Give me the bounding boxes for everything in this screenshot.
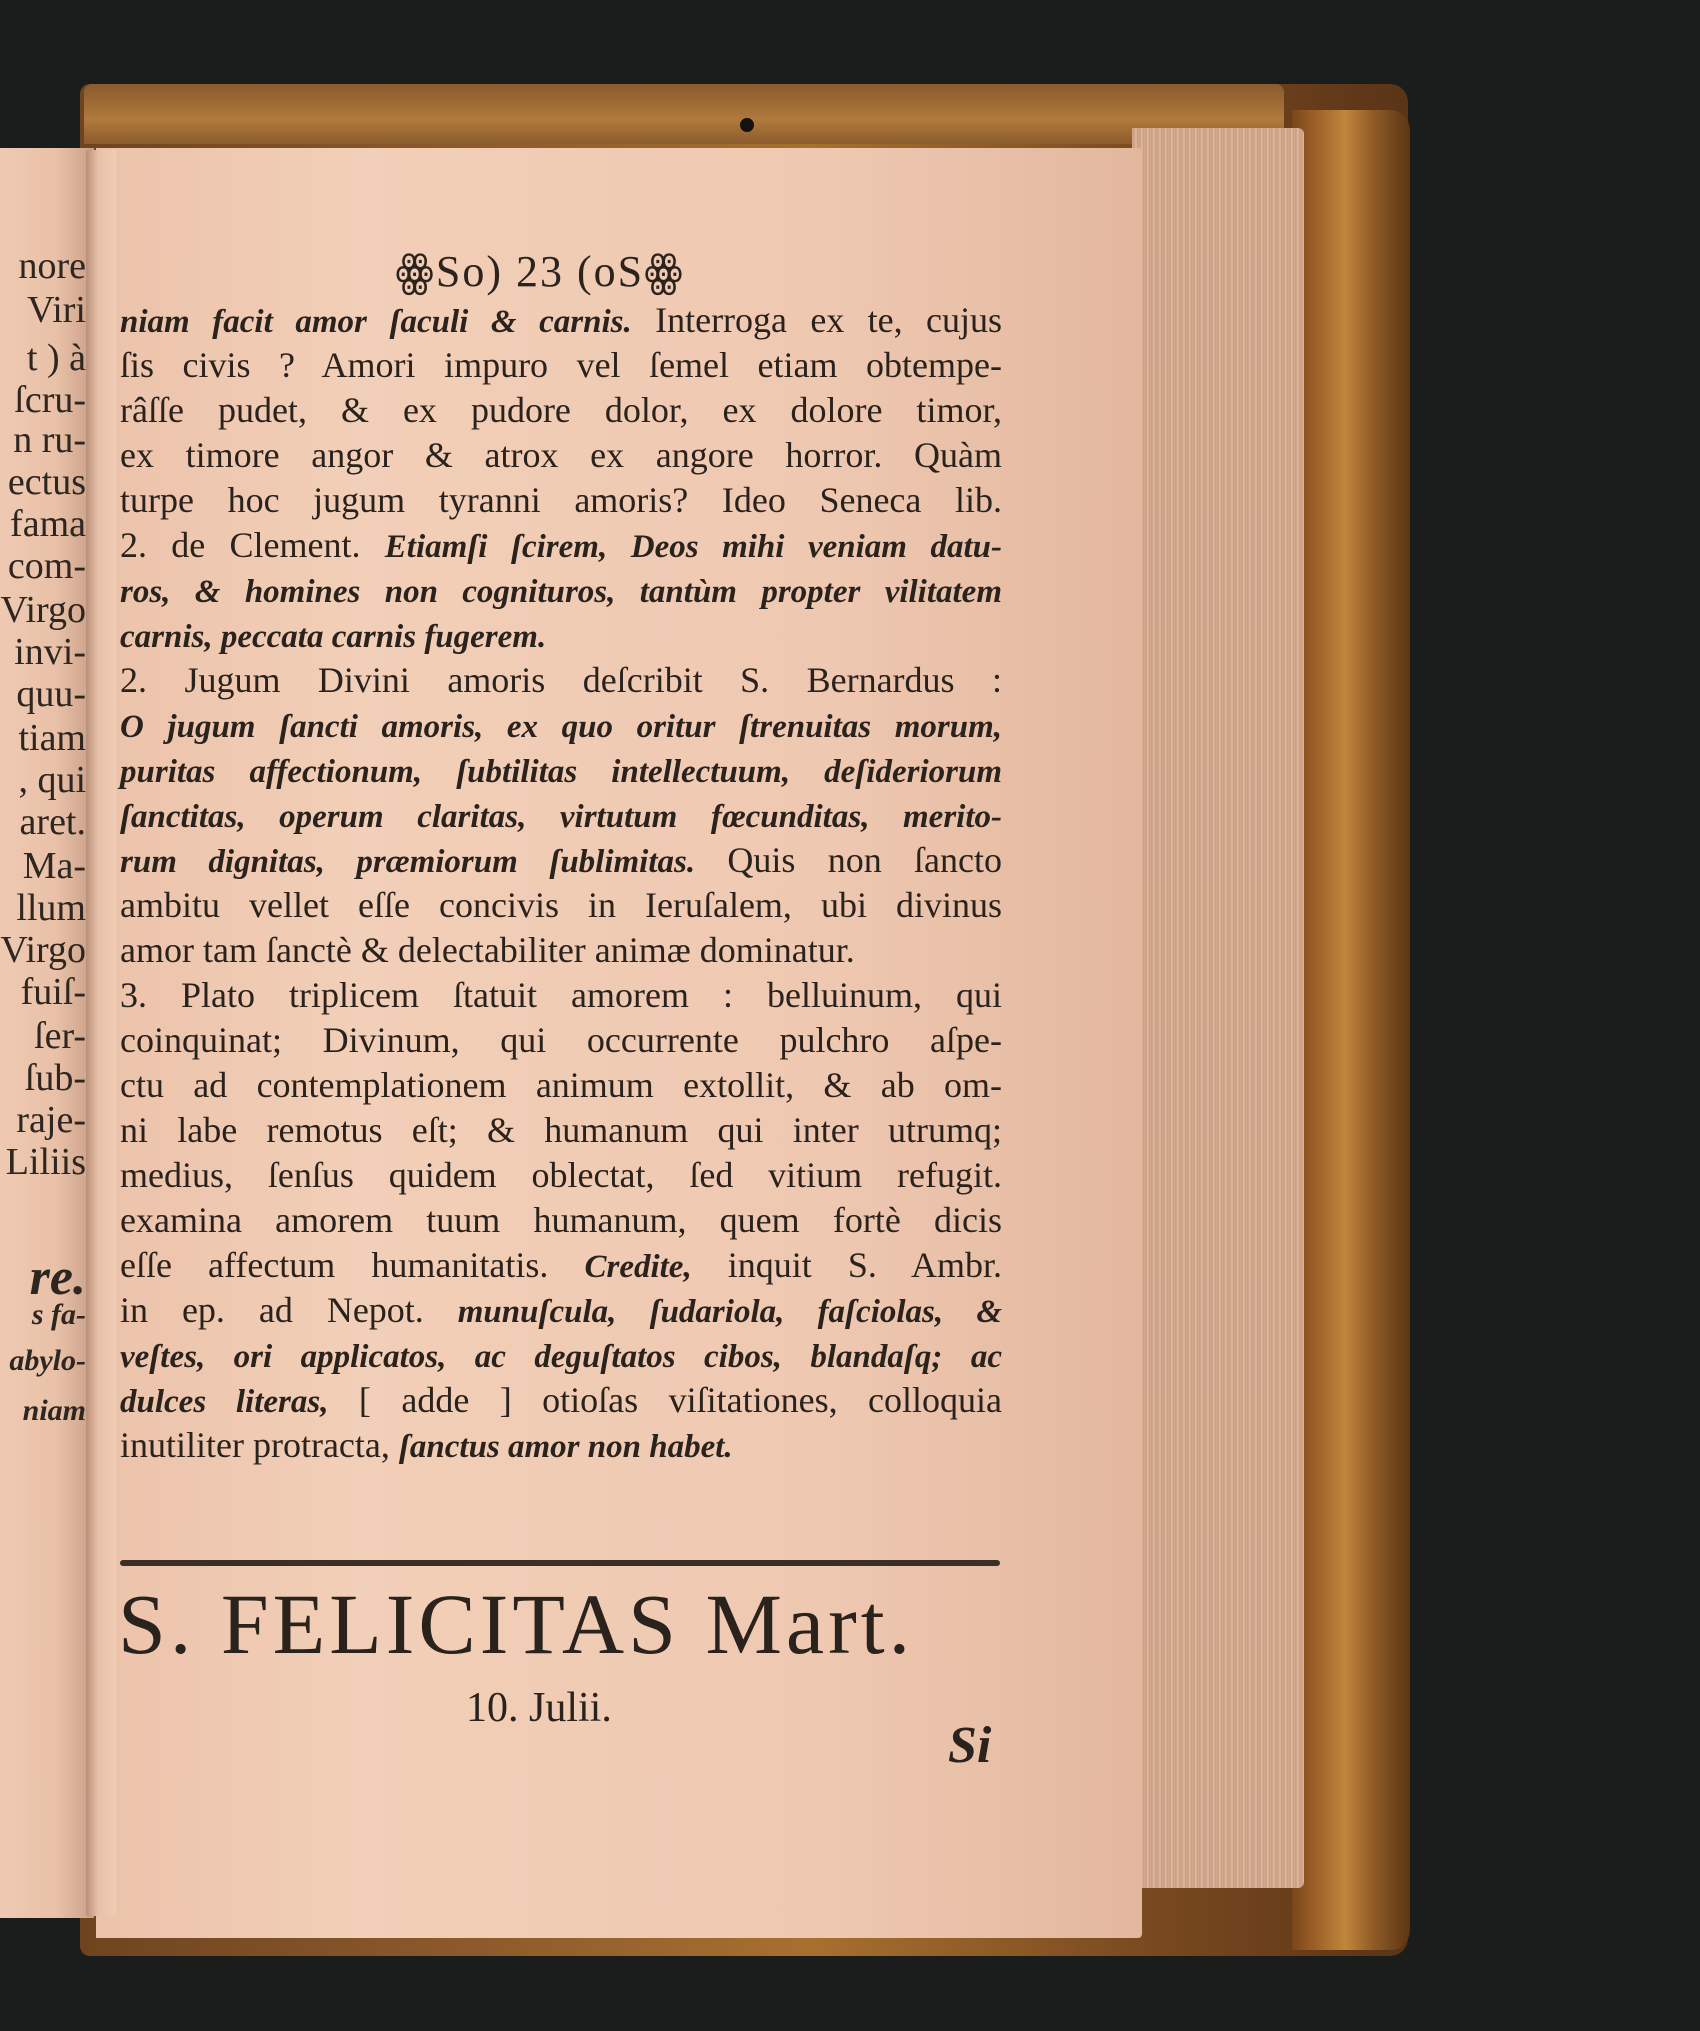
text-line — [120, 433, 1002, 478]
left-page-fragment: s fa- — [31, 1298, 86, 1331]
text-line — [120, 973, 1002, 1018]
text-segment: ex timore angor & atrox ex angore horror. Quàm — [120, 435, 1002, 475]
text-line — [120, 388, 1002, 433]
text-segment: 2. de Clement. — [120, 525, 385, 565]
left-page-fragment: t ) à — [26, 337, 86, 379]
text-line — [120, 523, 1002, 568]
text-line — [120, 1423, 1002, 1468]
italic-segment: rum dignitas, præmiorum ſublimitas. — [120, 844, 696, 880]
section-rule — [120, 1560, 1000, 1566]
left-page-fragment: niam — [22, 1394, 86, 1427]
page-block-edges — [1132, 128, 1304, 1888]
left-page-fragment: re. — [29, 1249, 86, 1306]
italic-segment: niam facit amor ſaculi & carnis. — [120, 304, 632, 340]
text-segment: Interroga ex te, cujus — [631, 300, 1002, 340]
text-line — [120, 1153, 1002, 1198]
left-page-fragment: ſub- — [24, 1057, 86, 1099]
text-segment: medius, ſenſus quidem oblectat, ſed vitium refugit. — [120, 1155, 1002, 1195]
left-page-fragment: Virgo — [0, 589, 86, 631]
text-segment: amor tam ſanctè & delectabiliter animæ dominatur. — [120, 930, 855, 970]
left-page-fragment: ectus — [7, 461, 86, 503]
italic-segment: munuſcula, ſudariola, faſciolas, & — [457, 1294, 1002, 1330]
text-segment: Quis non ſancto — [695, 840, 1002, 880]
left-page-fragment: fama — [10, 503, 86, 545]
text-line — [120, 1018, 1002, 1063]
text-segment: coinquinat; Divinum, qui occurrente pulchro aſpe- — [120, 1020, 1002, 1060]
left-page-fragment: , qui — [18, 759, 86, 801]
italic-segment: Etiamſi ſcirem, Deos mihi veniam datu- — [384, 529, 1003, 565]
catchword: Si — [948, 1717, 992, 1774]
text-line — [120, 343, 1002, 388]
left-page-fragment: Viri — [27, 289, 86, 331]
left-page-fragment: quu- — [16, 673, 86, 715]
italic-segment: ſanctus amor non habet. — [398, 1429, 733, 1465]
body-text — [120, 298, 1002, 1468]
left-page-fragment: abylo- — [9, 1344, 86, 1377]
left-page-fragment: tiam — [18, 717, 86, 759]
italic-segment: puritas affectionum, ſubtilitas intellectuum, deſideriorum — [120, 754, 1002, 790]
text-line — [120, 613, 1002, 658]
left-page-fragment: Liliis — [5, 1141, 86, 1183]
text-line — [120, 748, 1002, 793]
text-line — [120, 1333, 1002, 1378]
left-page-fragment: Virgo — [0, 929, 86, 971]
text-segment: examina amorem tuum humanum, quem fortè dicis — [120, 1200, 1002, 1240]
text-line — [120, 658, 1002, 703]
text-segment: râſſe pudet, & ex pudore dolor, ex dolore timor, — [120, 390, 1002, 430]
italic-segment: dulces literas, — [120, 1384, 329, 1420]
text-segment: in ep. ad Nepot. — [120, 1290, 458, 1330]
text-segment: 2. Jugum Divini amoris deſcribit S. Bernardus : — [120, 660, 1002, 700]
text-segment: eſſe affectum humanitatis. — [120, 1245, 585, 1285]
left-page-fragment: n ru- — [13, 419, 86, 461]
text-segment: [ adde ] otioſas viſitationes, colloquia — [328, 1380, 1003, 1420]
cover-top-edge — [84, 84, 1284, 144]
left-page-fragment: Ma- — [22, 845, 86, 887]
left-page-fragment: aret. — [19, 801, 86, 843]
left-page-fragment: invi- — [14, 631, 86, 673]
text-line — [120, 1063, 1002, 1108]
left-page-fragment: nore — [18, 245, 86, 287]
left-page-fragment: ſcru- — [14, 379, 86, 421]
left-facing-page — [0, 148, 94, 1918]
italic-segment: Credite, — [584, 1249, 692, 1285]
text-segment: ctu ad contemplationem animum extollit, & ab om- — [120, 1065, 1002, 1105]
text-line — [120, 928, 1002, 973]
italic-segment: carnis, peccata carnis fugerem. — [120, 619, 547, 655]
text-line — [120, 838, 1002, 883]
text-line — [120, 298, 1002, 343]
text-line — [120, 1288, 1002, 1333]
text-line — [120, 1198, 1002, 1243]
text-line — [120, 1378, 1002, 1423]
section-date: 10. Julii. — [466, 1685, 612, 1731]
left-page-fragment: ſer- — [34, 1015, 86, 1057]
italic-segment: O jugum ſancti amoris, ex quo oritur ſtrenuitas morum, — [120, 709, 1002, 745]
left-page-fragment: fuiſ- — [20, 971, 86, 1013]
left-page-fragment: llum — [16, 887, 86, 929]
text-segment: inutiliter protracta, — [120, 1425, 399, 1465]
section-heading: S. FELICITAS Mart. — [118, 1576, 915, 1672]
text-segment: ni labe remotus eſt; & humanum qui inter utrumq; — [120, 1110, 1002, 1150]
text-line — [120, 1108, 1002, 1153]
italic-segment: ſanctitas, operum claritas, virtutum fœcunditas, merito- — [120, 799, 1002, 835]
text-line — [120, 568, 1002, 613]
left-page-fragment: com- — [7, 545, 86, 587]
italic-segment: ros, & homines non cognituros, tantùm propter vilitatem — [120, 574, 1002, 610]
text-line — [120, 1243, 1002, 1288]
left-page-fragment: raje- — [16, 1099, 86, 1141]
text-line — [120, 793, 1002, 838]
text-line — [120, 478, 1002, 523]
text-segment: 3. Plato triplicem ſtatuit amorem : belluinum, qui — [120, 975, 1002, 1015]
running-head: ꙮSo) 23 (oSꙮ — [395, 247, 685, 296]
text-segment: ſis civis ? Amori impuro vel ſemel etiam obtempe- — [120, 345, 1002, 385]
text-line — [120, 883, 1002, 928]
text-line — [120, 703, 1002, 748]
text-segment: ambitu vellet eſſe concivis in Ieruſalem, ubi divinus — [120, 885, 1002, 925]
text-segment: turpe hoc jugum tyranni amoris? Ideo Seneca lib. — [120, 480, 1002, 520]
text-segment: inquit S. Ambr. — [691, 1245, 1003, 1285]
spine-hole — [740, 118, 754, 132]
leather-cover-right — [1292, 110, 1410, 1950]
gutter — [86, 150, 116, 1916]
italic-segment: veſtes, ori applicatos, ac deguſtatos cibos, blandaſq; ac — [120, 1339, 1002, 1375]
